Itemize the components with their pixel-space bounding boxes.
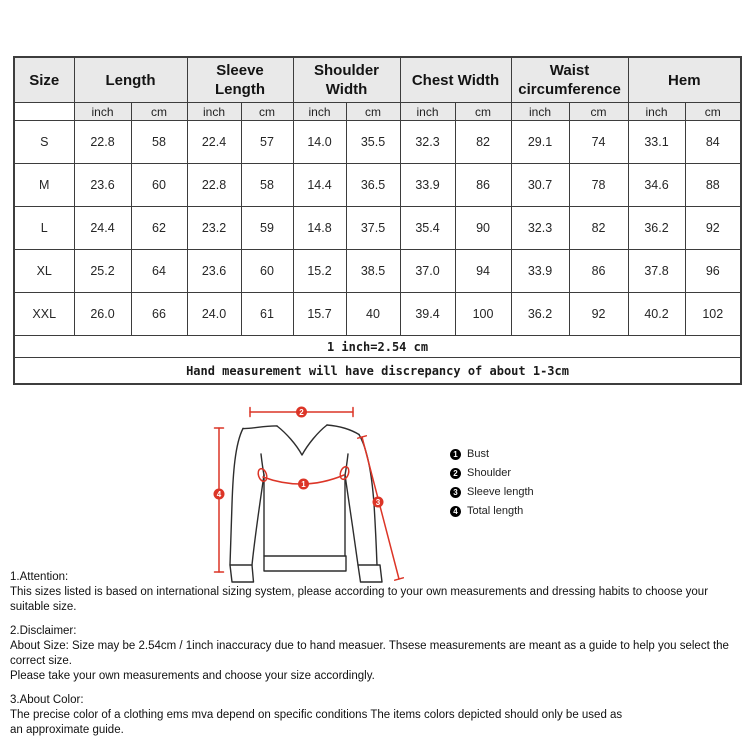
unit-header: cm	[455, 103, 511, 121]
svg-text:2: 2	[299, 407, 304, 417]
measurement-cell: 35.4	[400, 207, 455, 250]
legend-number-badge: 4	[450, 506, 461, 517]
measurement-cell: 32.3	[400, 121, 455, 164]
column-header	[293, 57, 400, 103]
measurement-cell: 88	[685, 164, 741, 207]
measurement-cell: 40	[346, 293, 400, 336]
measurement-cell: 74	[569, 121, 628, 164]
column-header-line: Hem	[668, 71, 701, 89]
column-header	[74, 57, 187, 103]
measurement-cell: 14.8	[293, 207, 346, 250]
section-text-line: About Size: Size may be 2.54cm / 1inch inaccuracy due to hand measuer. Thsese measurements are meant as a guide to help you select the correct size.	[10, 640, 729, 667]
measurement-cell: 39.4	[400, 293, 455, 336]
notes-section	[10, 570, 746, 615]
blank-subheader	[14, 103, 74, 121]
size-chart-body	[14, 121, 741, 336]
legend-item	[450, 448, 534, 460]
column-header	[511, 57, 628, 103]
section-text-line: Please take your own measurements and choose your size accordingly.	[10, 670, 375, 682]
measurement-cell: 59	[241, 207, 293, 250]
measurement-cell: 60	[131, 164, 187, 207]
unit-header: inch	[511, 103, 569, 121]
measurement-cell: 94	[455, 250, 511, 293]
sweater-illustration	[140, 384, 470, 584]
table-row	[14, 207, 741, 250]
section-text-line: The precise color of a clothing ems mva depend on specific conditions The items colors depicted should only be used as	[10, 709, 623, 721]
table-note-text: 1 inch=2.54 cm	[14, 336, 741, 358]
measurement-cell: 58	[241, 164, 293, 207]
measurement-cell: 37.0	[400, 250, 455, 293]
measurement-cell: 36.2	[511, 293, 569, 336]
unit-header: inch	[187, 103, 241, 121]
measurement-cell: 86	[455, 164, 511, 207]
legend-label: Total length	[467, 505, 524, 517]
unit-header: cm	[569, 103, 628, 121]
measurement-cell: 34.6	[628, 164, 685, 207]
measurement-cell: 32.3	[511, 207, 569, 250]
measurement-cell: 22.8	[74, 121, 131, 164]
shoulder-marker	[296, 407, 307, 418]
measurement-cell: 38.5	[346, 250, 400, 293]
measurement-cell: 92	[569, 293, 628, 336]
bust-marker	[298, 479, 309, 490]
sleeve-marker	[373, 497, 384, 508]
measurement-cell: 40.2	[628, 293, 685, 336]
measurement-cell: 24.0	[187, 293, 241, 336]
size-cell: L	[14, 207, 74, 250]
measurement-cell: 33.1	[628, 121, 685, 164]
measurement-cell: 26.0	[74, 293, 131, 336]
measurement-cell: 23.2	[187, 207, 241, 250]
size-chart-notes	[14, 336, 741, 385]
measurement-diagram	[0, 384, 750, 584]
measurement-cell: 64	[131, 250, 187, 293]
measurement-cell: 37.8	[628, 250, 685, 293]
section-text-line: This sizes listed is based on international sizing system, please according to your own measurements and dressing habits to choose your suitable size.	[10, 586, 709, 613]
column-header-line: Shoulder	[314, 62, 380, 79]
size-cell: M	[14, 164, 74, 207]
measurement-cell: 66	[131, 293, 187, 336]
measurement-cell: 14.0	[293, 121, 346, 164]
measurement-cell: 24.4	[74, 207, 131, 250]
measurement-cell: 58	[131, 121, 187, 164]
unit-header: cm	[241, 103, 293, 121]
column-header-line: Size	[29, 71, 60, 89]
measurement-cell: 61	[241, 293, 293, 336]
column-header	[628, 57, 741, 103]
measurement-cell: 82	[569, 207, 628, 250]
total-length-marker	[214, 489, 225, 500]
measurement-cell: 36.2	[628, 207, 685, 250]
legend-number-badge: 1	[450, 449, 461, 460]
measurement-cell: 22.8	[187, 164, 241, 207]
legend-number-badge: 3	[450, 487, 461, 498]
table-note-row	[14, 358, 741, 385]
table-row	[14, 250, 741, 293]
measurement-cell: 30.7	[511, 164, 569, 207]
diagram-legend	[450, 448, 534, 524]
measurement-cell: 25.2	[74, 250, 131, 293]
section-heading: 2.Disclaimer:	[10, 625, 77, 637]
unit-header: inch	[293, 103, 346, 121]
unit-header: cm	[685, 103, 741, 121]
total-length-measure-line	[215, 428, 224, 572]
legend-number-badge: 2	[450, 468, 461, 479]
measurement-cell: 15.2	[293, 250, 346, 293]
table-note-text: Hand measurement will have discrepancy of about 1-3cm	[14, 358, 741, 385]
unit-header: inch	[74, 103, 131, 121]
notes-section	[10, 624, 746, 684]
notes-section	[10, 693, 746, 738]
measurement-cell: 86	[569, 250, 628, 293]
measurement-cell: 62	[131, 207, 187, 250]
measurement-cell: 15.7	[293, 293, 346, 336]
column-header-line: Sleeve	[216, 62, 264, 79]
measurement-cell: 23.6	[187, 250, 241, 293]
measurement-cell: 84	[685, 121, 741, 164]
table-note-row	[14, 336, 741, 358]
unit-header: inch	[400, 103, 455, 121]
svg-text:3: 3	[375, 497, 381, 507]
column-header-line: Waist	[549, 62, 590, 79]
sweater-outline	[230, 425, 382, 582]
measurement-cell: 36.5	[346, 164, 400, 207]
column-header-line: Width	[325, 81, 368, 98]
measurement-cell: 33.9	[400, 164, 455, 207]
legend-label: Shoulder	[467, 467, 512, 479]
measurement-cell: 37.5	[346, 207, 400, 250]
table-row	[14, 293, 741, 336]
size-cell: XL	[14, 250, 74, 293]
svg-text:4: 4	[216, 489, 222, 499]
measurement-cell: 82	[455, 121, 511, 164]
measurement-cell: 57	[241, 121, 293, 164]
column-header	[187, 57, 293, 103]
section-heading: 3.About Color:	[10, 694, 84, 706]
column-header-line: Length	[215, 81, 265, 98]
measurement-cell: 29.1	[511, 121, 569, 164]
sleeve-measure-line	[358, 436, 404, 580]
legend-item	[450, 467, 534, 479]
section-text-line: an approximate guide.	[10, 724, 124, 736]
size-cell: XXL	[14, 293, 74, 336]
unit-header: cm	[131, 103, 187, 121]
notes-area	[10, 570, 746, 747]
svg-text:1: 1	[301, 479, 306, 489]
unit-header: cm	[346, 103, 400, 121]
measurement-cell: 90	[455, 207, 511, 250]
table-row	[14, 121, 741, 164]
column-header-line: Chest Width	[411, 71, 500, 89]
size-chart-table	[13, 56, 742, 385]
measurement-cell: 22.4	[187, 121, 241, 164]
column-header	[400, 57, 511, 103]
section-heading: 1.Attention:	[10, 571, 69, 583]
size-chart-header	[14, 57, 741, 121]
measurement-cell: 23.6	[74, 164, 131, 207]
legend-item	[450, 505, 534, 517]
measurement-cell: 96	[685, 250, 741, 293]
measurement-cell: 33.9	[511, 250, 569, 293]
legend-label: Sleeve length	[467, 486, 534, 498]
column-header-line: Length	[105, 71, 156, 89]
column-header-line: circumference	[518, 81, 621, 98]
unit-header: inch	[628, 103, 685, 121]
legend-item	[450, 486, 534, 498]
legend-label: Bust	[467, 448, 490, 460]
measurement-cell: 100	[455, 293, 511, 336]
measurement-cell: 102	[685, 293, 741, 336]
measurement-cell: 60	[241, 250, 293, 293]
measurement-cell: 92	[685, 207, 741, 250]
measurement-cell: 14.4	[293, 164, 346, 207]
measurement-cell: 78	[569, 164, 628, 207]
column-header	[14, 57, 74, 103]
table-row	[14, 164, 741, 207]
measurement-cell: 35.5	[346, 121, 400, 164]
size-cell: S	[14, 121, 74, 164]
